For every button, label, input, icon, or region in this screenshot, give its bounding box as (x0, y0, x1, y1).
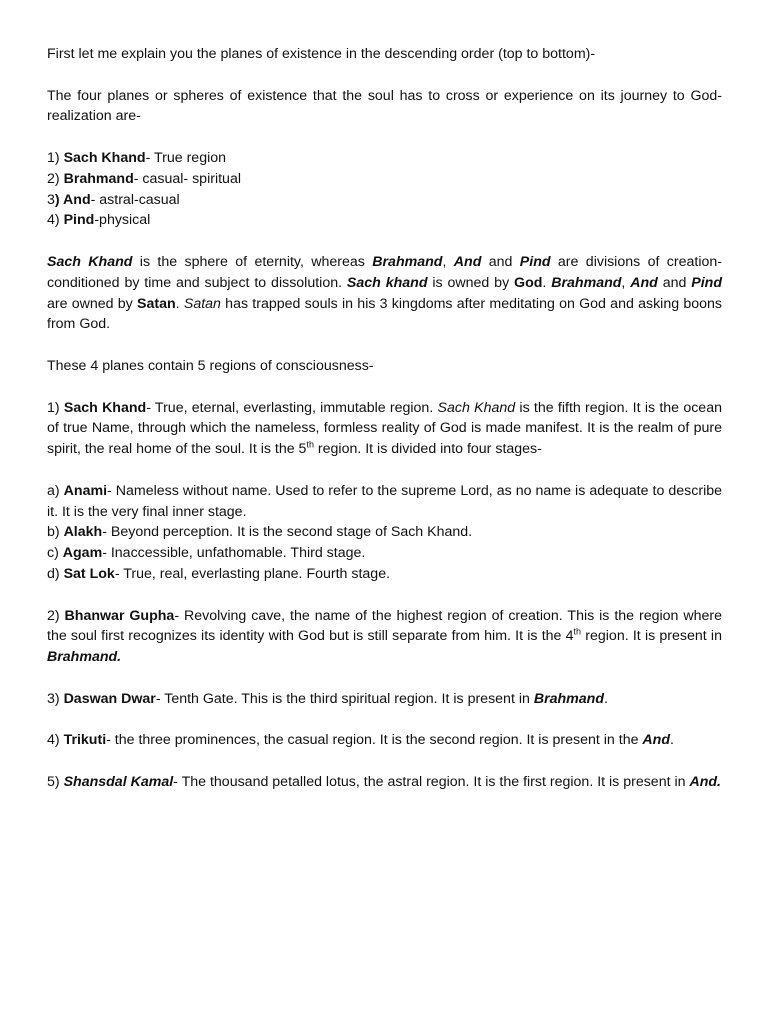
stage-item: d) Sat Lok- True, real, everlasting plane. Fourth stage. (47, 565, 391, 582)
sach-khand-paragraph: Sach Khand is the sphere of eternity, whereas Brahmand, And and Pind are divisions of creation- conditioned by time and subject to dissolution. Sach khand is owned by God. Brahmand, And and Pind are owned by Satan. Satan has trapped souls in his 3 kingdoms after meditating on God and asking boons from God. (47, 253, 723, 333)
planes-list (47, 148, 722, 231)
region-3-paragraph: 3) Daswan Dwar- Tenth Gate. This is the third spiritual region. It is present in Brahmand. (47, 690, 608, 707)
region-2-paragraph: 2) Bhanwar Gupha- Revolving cave, the name of the highest region of creation. This is the region where the soul first recognizes its identity with God but is still separate from him. It is the 4th region. It is present in Brahmand. (47, 607, 722, 666)
stage-item: c) Agam- Inaccessible, unfathomable. Third stage. (47, 545, 366, 562)
planes-intro-text: The four planes or spheres of existence that the soul has to cross or experience on its journey to God-realization are- (47, 87, 722, 125)
stage-item: a) Anami- Nameless without name. Used to refer to the supreme Lord, as no name is adequate to describe it. It is the very final inner stage. (47, 482, 723, 520)
plane-item: 3) And- astral-casual (47, 191, 180, 208)
intro-text: First let me explain you the planes of existence in the descending order (top to bottom)- (47, 46, 596, 62)
stages-list (47, 481, 722, 585)
regions-intro: These 4 planes contain 5 regions of consciousness- (47, 357, 374, 374)
region-1-paragraph: 1) Sach Khand- True, eternal, everlasting, immutable region. Sach Khand is the fifth region. It is the ocean of true Name, through which the nameless, formless reality of God is made manifest. It is the realm of pure spirit, the real home of the soul. It is the 5th region. It is divided into four stages- (47, 399, 722, 458)
plane-item: 1) Sach Khand- True region (47, 149, 227, 166)
plane-item: 4) Pind-physical (47, 212, 151, 229)
intro-line (47, 44, 722, 65)
region-5-paragraph: 5) Shansdal Kamal- The thousand petalled lotus, the astral region. It is the first region. It is present in And. (47, 773, 721, 790)
planes-intro (47, 86, 722, 128)
region-4-paragraph: 4) Trikuti- the three prominences, the casual region. It is the second region. It is present in the And. (47, 732, 674, 749)
stage-item: b) Alakh- Beyond perception. It is the second stage of Sach Khand. (47, 524, 473, 541)
plane-item: 2) Brahmand- casual- spiritual (47, 170, 241, 187)
